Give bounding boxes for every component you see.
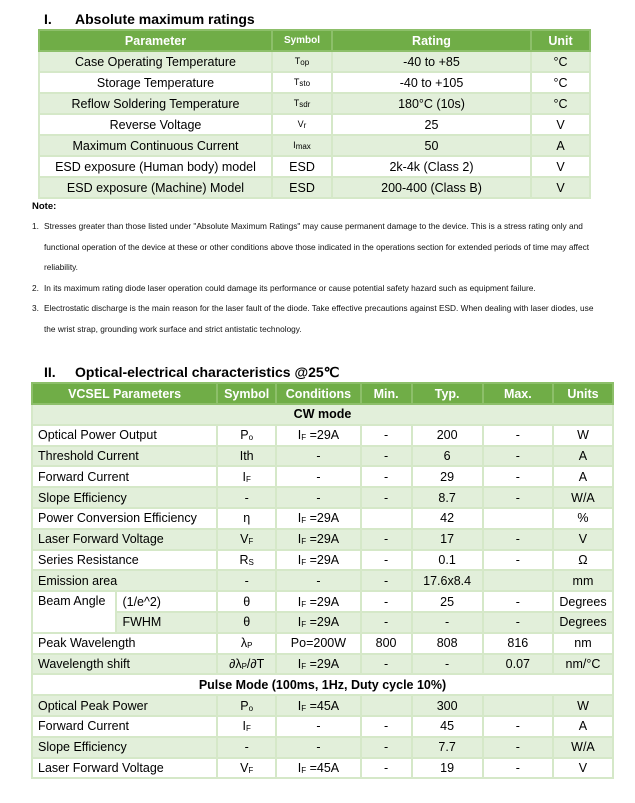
symbol-cell <box>217 758 276 779</box>
conditions-value: =29A <box>306 594 340 609</box>
conditions-text: I <box>297 594 302 609</box>
table-row <box>32 695 613 716</box>
parameter-cell: ESD exposure (Human body) model <box>39 156 272 177</box>
conditions-text: - <box>316 448 321 463</box>
typ-cell: 300 <box>412 695 483 716</box>
units-cell: A <box>553 716 613 737</box>
parameter-cell: Storage Temperature <box>39 72 272 93</box>
conditions-cell <box>276 425 360 446</box>
symbol-text: θ <box>243 594 251 609</box>
parameter-cell: Laser Forward Voltage <box>32 529 217 550</box>
conditions-subscript: F <box>301 599 307 609</box>
parameter-cell: Reverse Voltage <box>39 114 272 135</box>
table-header-row <box>39 30 590 51</box>
conditions-text: I <box>297 552 302 567</box>
col-header-typ: Typ. <box>412 383 483 404</box>
min-cell: - <box>361 758 412 779</box>
symbol-text: λ <box>240 636 248 651</box>
table-row <box>39 135 590 156</box>
conditions-subscript: F <box>301 537 307 547</box>
min-cell: - <box>361 612 412 633</box>
table-row <box>32 654 613 675</box>
symbol-text: T <box>294 56 301 66</box>
beam-angle-sublabel: (1/e^2) <box>116 591 217 612</box>
symbol-cell <box>217 633 276 654</box>
conditions-cell <box>276 508 360 529</box>
conditions-subscript: F <box>301 557 307 567</box>
typ-cell: 200 <box>412 425 483 446</box>
symbol-cell <box>217 425 276 446</box>
symbol-cell <box>272 51 332 72</box>
units-cell: W/A <box>553 737 613 758</box>
typ-cell: 25 <box>412 591 483 612</box>
min-cell: - <box>361 466 412 487</box>
symbol-text: - <box>244 740 249 755</box>
units-cell: A <box>553 446 613 467</box>
table-row <box>39 156 590 177</box>
symbol-text: I <box>242 719 246 734</box>
symbol-cell <box>217 570 276 591</box>
symbol-subscript: F <box>248 765 254 775</box>
table-row <box>32 716 613 737</box>
table-row <box>39 93 590 114</box>
rating-cell: 25 <box>332 114 531 135</box>
table-row <box>39 72 590 93</box>
units-cell: nm <box>553 633 613 654</box>
conditions-text: - <box>316 490 321 505</box>
typ-cell: - <box>412 654 483 675</box>
symbol-cell <box>217 487 276 508</box>
mode-row <box>32 404 613 425</box>
note-item <box>32 298 602 339</box>
table-row <box>32 529 613 550</box>
symbol-text: I <box>242 469 246 484</box>
symbol-subscript: F <box>248 537 254 547</box>
symbol-cell <box>217 466 276 487</box>
mode-row <box>32 674 613 695</box>
note-heading: Note: <box>32 201 57 212</box>
unit-cell: V <box>531 177 590 198</box>
typ-cell: 17.6x8.4 <box>412 570 483 591</box>
table-row <box>32 633 613 654</box>
typ-cell: - <box>412 612 483 633</box>
conditions-value: =45A <box>306 698 340 713</box>
table-row <box>32 591 613 612</box>
symbol-cell <box>272 135 332 156</box>
symbol-cell <box>217 737 276 758</box>
symbol-text: η <box>243 511 251 526</box>
max-cell: - <box>483 425 553 446</box>
symbol-text: Ith <box>239 448 254 463</box>
parameter-cell: Laser Forward Voltage <box>32 758 217 779</box>
symbol-subscript: P <box>247 641 253 651</box>
conditions-cell <box>276 550 360 571</box>
parameter-cell: Reflow Soldering Temperature <box>39 93 272 114</box>
symbol-cell <box>217 446 276 467</box>
conditions-value: =29A <box>306 656 340 671</box>
symbol-cell <box>217 508 276 529</box>
max-cell <box>483 695 553 716</box>
parameter-cell: Forward Current <box>32 466 217 487</box>
symbol-subscript: o <box>248 703 254 713</box>
rating-cell: -40 to +105 <box>332 72 531 93</box>
typ-cell: 45 <box>412 716 483 737</box>
min-cell: - <box>361 487 412 508</box>
conditions-cell <box>276 612 360 633</box>
conditions-subscript: F <box>301 703 307 713</box>
conditions-cell <box>276 591 360 612</box>
symbol-subscript: r <box>303 121 307 130</box>
symbol-subscript: o <box>248 433 254 443</box>
min-cell: - <box>361 529 412 550</box>
rating-cell: 180°C (10s) <box>332 93 531 114</box>
conditions-subscript: F <box>301 765 307 775</box>
parameter-cell: Peak Wavelength <box>32 633 217 654</box>
section-2-heading: Optical-electrical characteristics @25℃ <box>75 364 340 380</box>
max-cell: 816 <box>483 633 553 654</box>
unit-cell: °C <box>531 51 590 72</box>
symbol-subscript: op <box>300 58 310 67</box>
symbol-cell <box>217 529 276 550</box>
unit-cell: V <box>531 156 590 177</box>
symbol-cell <box>217 612 276 633</box>
conditions-cell <box>276 487 360 508</box>
symbol-text: V <box>240 760 249 775</box>
symbol-cell <box>217 654 276 675</box>
min-cell: - <box>361 570 412 591</box>
parameter-cell: Optical Peak Power <box>32 695 217 716</box>
min-cell: - <box>361 716 412 737</box>
symbol-cell <box>272 93 332 114</box>
conditions-cell <box>276 446 360 467</box>
min-cell: - <box>361 550 412 571</box>
unit-cell: V <box>531 114 590 135</box>
symbol-text: V <box>240 532 249 547</box>
table-row <box>32 737 613 758</box>
conditions-value: =45A <box>306 760 340 775</box>
conditions-text: I <box>297 698 302 713</box>
conditions-cell <box>276 633 360 654</box>
note-number: 2. <box>32 282 39 293</box>
conditions-value: =29A <box>306 511 340 526</box>
units-cell: Degrees <box>553 591 613 612</box>
col-header-rating: Rating <box>332 30 531 51</box>
units-cell: mm <box>553 570 613 591</box>
symbol-cell <box>217 591 276 612</box>
symbol-text: θ <box>243 615 251 630</box>
rating-cell: -40 to +85 <box>332 51 531 72</box>
max-cell: - <box>483 612 553 633</box>
parameter-cell: Threshold Current <box>32 446 217 467</box>
conditions-cell <box>276 737 360 758</box>
min-cell: - <box>361 737 412 758</box>
typ-cell: 0.1 <box>412 550 483 571</box>
conditions-text: I <box>297 615 302 630</box>
typ-cell: 7.7 <box>412 737 483 758</box>
units-cell: W <box>553 425 613 446</box>
parameter-cell: Optical Power Output <box>32 425 217 446</box>
parameter-cell: ESD exposure (Machine) Model <box>39 177 272 198</box>
min-cell: - <box>361 446 412 467</box>
conditions-text: - <box>316 573 321 588</box>
col-header-conditions: Conditions <box>276 383 360 404</box>
symbol-text: V <box>297 119 304 129</box>
note-text: In its maximum rating diode laser operation could damage its performance or cause potential safety hazard such as equipment failure. <box>44 282 536 293</box>
typ-cell: 42 <box>412 508 483 529</box>
units-cell: V <box>553 758 613 779</box>
conditions-text: I <box>297 656 302 671</box>
conditions-subscript: F <box>301 620 307 630</box>
conditions-text: Po=200W <box>290 636 347 651</box>
parameter-cell: Emission area <box>32 570 217 591</box>
symbol-cell <box>272 177 332 198</box>
min-cell <box>361 695 412 716</box>
min-cell <box>361 508 412 529</box>
symbol-cell <box>272 114 332 135</box>
units-cell: V <box>553 529 613 550</box>
mode-label: Pulse Mode (100ms, 1Hz, Duty cycle 10%) <box>32 674 613 695</box>
col-header-max: Max. <box>483 383 553 404</box>
symbol-cell <box>217 716 276 737</box>
parameter-cell: Case Operating Temperature <box>39 51 272 72</box>
table-row <box>39 177 590 198</box>
conditions-text: - <box>316 719 321 734</box>
beam-angle-label: Beam Angle <box>32 591 116 633</box>
conditions-cell <box>276 758 360 779</box>
conditions-value: =29A <box>306 552 340 567</box>
symbol-text: I <box>293 140 296 150</box>
parameter-cell: Wavelength shift <box>32 654 217 675</box>
max-cell <box>483 570 553 591</box>
symbol-text: ESD <box>289 159 315 174</box>
rating-cell: 2k-4k (Class 2) <box>332 156 531 177</box>
table-row <box>32 508 613 529</box>
parameter-cell: Slope Efficiency <box>32 487 217 508</box>
section-2-title <box>44 364 339 381</box>
symbol-subscript: S <box>248 557 254 567</box>
max-cell: - <box>483 529 553 550</box>
table-row <box>32 758 613 779</box>
conditions-cell <box>276 695 360 716</box>
symbol-subscript: max <box>295 142 311 151</box>
symbol-cell <box>217 695 276 716</box>
section-1-number: I. <box>44 11 52 27</box>
parameter-cell: Slope Efficiency <box>32 737 217 758</box>
symbol-text: T <box>293 98 300 108</box>
symbol-cell <box>217 550 276 571</box>
table-row <box>32 570 613 591</box>
unit-cell: °C <box>531 72 590 93</box>
notes-list <box>32 216 602 339</box>
col-header-symbol: Symbol <box>272 30 332 51</box>
max-cell: 0.07 <box>483 654 553 675</box>
parameter-cell: Maximum Continuous Current <box>39 135 272 156</box>
units-cell: % <box>553 508 613 529</box>
table-header-row <box>32 383 613 404</box>
conditions-text: - <box>316 469 321 484</box>
table-row <box>32 550 613 571</box>
symbol-text: T <box>293 77 300 87</box>
typ-cell: 808 <box>412 633 483 654</box>
min-cell: 800 <box>361 633 412 654</box>
table-row <box>32 487 613 508</box>
rating-cell: 200-400 (Class B) <box>332 177 531 198</box>
units-cell: Degrees <box>553 612 613 633</box>
unit-cell: °C <box>531 93 590 114</box>
col-header-parameters: VCSEL Parameters <box>32 383 217 404</box>
conditions-cell <box>276 466 360 487</box>
typ-cell: 29 <box>412 466 483 487</box>
typ-cell: 8.7 <box>412 487 483 508</box>
rating-cell: 50 <box>332 135 531 156</box>
conditions-text: I <box>297 511 302 526</box>
symbol-subscript: sdr <box>299 100 311 109</box>
max-cell: - <box>483 758 553 779</box>
units-cell: W/A <box>553 487 613 508</box>
units-cell: nm/°C <box>553 654 613 675</box>
table-row <box>39 51 590 72</box>
symbol-subscript: F <box>245 724 251 734</box>
typ-cell: 19 <box>412 758 483 779</box>
symbol-text: P <box>240 428 249 443</box>
symbol-subscript: sto <box>299 79 311 88</box>
section-1-title <box>44 11 255 27</box>
min-cell: - <box>361 425 412 446</box>
conditions-value: =29A <box>306 428 340 443</box>
units-cell: W <box>553 695 613 716</box>
symbol-text: ESD <box>289 180 315 195</box>
table-row <box>32 466 613 487</box>
max-cell: - <box>483 446 553 467</box>
col-header-min: Min. <box>361 383 412 404</box>
conditions-value: =29A <box>306 615 340 630</box>
max-cell: - <box>483 591 553 612</box>
max-cell: - <box>483 466 553 487</box>
min-cell: - <box>361 654 412 675</box>
conditions-text: I <box>297 428 302 443</box>
table-row <box>32 446 613 467</box>
max-cell: - <box>483 737 553 758</box>
table-row <box>39 114 590 135</box>
mode-label: CW mode <box>32 404 613 425</box>
typ-cell: 17 <box>412 529 483 550</box>
max-cell: - <box>483 716 553 737</box>
col-header-symbol: Symbol <box>217 383 276 404</box>
section-1-heading: Absolute maximum ratings <box>75 11 255 27</box>
conditions-subscript: F <box>301 516 307 526</box>
note-number: 1. <box>32 221 39 231</box>
table-row <box>32 612 613 633</box>
col-header-units: Units <box>553 383 613 404</box>
symbol-subscript: P <box>241 661 247 671</box>
optical-electrical-table <box>31 382 614 779</box>
beam-angle-sublabel: FWHM <box>116 612 217 633</box>
symbol-text: - <box>244 490 249 505</box>
unit-cell: A <box>531 135 590 156</box>
note-text: Stresses greater than those listed under "Absolute Maximum Ratings" may cause permanent damage to the device. This is a stress rating only and functional operation of the device at these or other conditions above those indicated in the operations section for extended periods of time may affect reliability. <box>44 221 590 272</box>
table-row <box>32 425 613 446</box>
note-number: 3. <box>32 303 39 313</box>
min-cell: - <box>361 591 412 612</box>
conditions-subscript: F <box>301 661 307 671</box>
col-header-unit: Unit <box>531 30 590 51</box>
conditions-cell <box>276 570 360 591</box>
max-cell: - <box>483 550 553 571</box>
parameter-cell: Series Resistance <box>32 550 217 571</box>
symbol-suffix: /∂T <box>246 656 265 671</box>
parameter-cell: Forward Current <box>32 716 217 737</box>
conditions-subscript: F <box>301 433 307 443</box>
typ-cell: 6 <box>412 446 483 467</box>
absolute-max-ratings-table <box>38 29 591 199</box>
conditions-text: I <box>297 760 302 775</box>
conditions-text: I <box>297 532 302 547</box>
section-2-number: II. <box>44 364 56 380</box>
parameter-cell: Power Conversion Efficiency <box>32 508 217 529</box>
conditions-cell <box>276 716 360 737</box>
max-cell: - <box>483 487 553 508</box>
note-item <box>32 216 602 278</box>
note-text: Electrostatic discharge is the main reason for the laser fault of the diode. Take effective precautions against ESD. When dealing with laser diodes, use the wrist strap, grounding work surface and strict antistatic technology. <box>44 303 594 334</box>
note-item <box>32 278 602 299</box>
symbol-cell <box>272 156 332 177</box>
symbol-cell <box>272 72 332 93</box>
conditions-cell <box>276 529 360 550</box>
symbol-text: P <box>240 698 249 713</box>
conditions-cell <box>276 654 360 675</box>
symbol-text: - <box>244 573 249 588</box>
units-cell: Ω <box>553 550 613 571</box>
symbol-text: R <box>239 552 249 567</box>
conditions-value: =29A <box>306 532 340 547</box>
col-header-parameter: Parameter <box>39 30 272 51</box>
max-cell <box>483 508 553 529</box>
conditions-text: - <box>316 740 321 755</box>
units-cell: A <box>553 466 613 487</box>
symbol-text: ∂λ <box>229 656 242 671</box>
symbol-subscript: F <box>245 474 251 484</box>
